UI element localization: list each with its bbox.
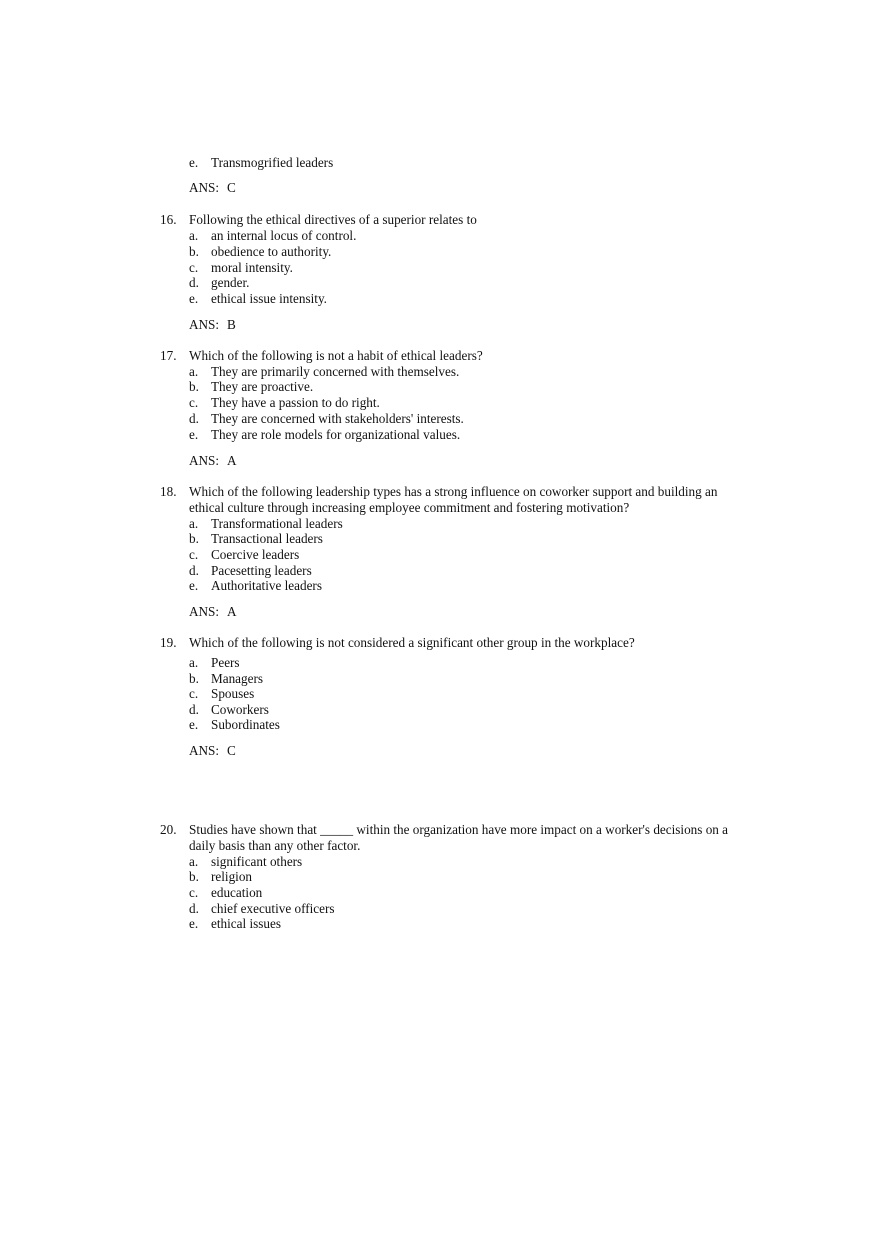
- option-text: moral intensity.: [211, 260, 293, 275]
- option-text: Pacesetting leaders: [211, 563, 312, 578]
- answer-value: B: [227, 317, 236, 332]
- option-letter: b.: [189, 244, 199, 259]
- option-letter: a.: [189, 854, 199, 869]
- option-letter: e.: [189, 291, 199, 306]
- answer-value: C: [227, 180, 236, 195]
- option-text: They are role models for organizational values.: [211, 427, 461, 442]
- option-text: They are proactive.: [211, 379, 314, 394]
- option-text: Transmogrified leaders: [211, 155, 334, 170]
- option-letter: a.: [189, 364, 199, 379]
- option-letter: c.: [189, 885, 199, 900]
- option-letter: d.: [189, 275, 199, 290]
- option-text: religion: [211, 869, 253, 884]
- option-letter: d.: [189, 563, 199, 578]
- option-text: Peers: [211, 655, 240, 670]
- question-number: 19.: [160, 635, 177, 650]
- answer-value: A: [227, 453, 237, 468]
- answer-label: ANS:: [189, 453, 220, 468]
- option-letter: b.: [189, 869, 199, 884]
- option-letter: a.: [189, 516, 199, 531]
- option-letter: c.: [189, 260, 199, 275]
- option-letter: c.: [189, 395, 199, 410]
- question-number: 17.: [160, 348, 177, 363]
- option-text: chief executive officers: [211, 901, 335, 916]
- option-text: obedience to authority.: [211, 244, 332, 259]
- question-number: 18.: [160, 484, 177, 499]
- answer-value: A: [227, 604, 237, 619]
- question-text: Which of the following leadership types has a strong influence on coworker support and building an: [189, 484, 718, 499]
- question-number: 16.: [160, 212, 177, 227]
- answer-label: ANS:: [189, 604, 220, 619]
- option-letter: a.: [189, 655, 199, 670]
- option-text: ethical issue intensity.: [211, 291, 327, 306]
- answer-value: C: [227, 743, 236, 758]
- option-letter: d.: [189, 411, 199, 426]
- question-number: 20.: [160, 822, 177, 837]
- answer-label: ANS:: [189, 317, 220, 332]
- option-text: They have a passion to do right.: [211, 395, 380, 410]
- option-text: Transformational leaders: [211, 516, 343, 531]
- option-text: ethical issues: [211, 916, 281, 931]
- option-text: Transactional leaders: [211, 531, 323, 546]
- option-letter: a.: [189, 228, 199, 243]
- option-text: Spouses: [211, 686, 255, 701]
- option-letter: b.: [189, 671, 199, 686]
- option-text: an internal locus of control.: [211, 228, 357, 243]
- answer-label: ANS:: [189, 743, 220, 758]
- option-text: significant others: [211, 854, 303, 869]
- option-letter: b.: [189, 379, 199, 394]
- option-letter: e.: [189, 427, 199, 442]
- option-text: Authoritative leaders: [211, 578, 322, 593]
- question-text: Which of the following is not considered a significant other group in the workplace?: [189, 635, 635, 650]
- option-text: gender.: [211, 275, 250, 290]
- option-letter: e.: [189, 155, 199, 170]
- question-text: Following the ethical directives of a superior relates to: [189, 212, 477, 227]
- question-text: ethical culture through increasing employee commitment and fostering motivation?: [189, 500, 630, 515]
- question-text: Which of the following is not a habit of ethical leaders?: [189, 348, 483, 363]
- option-letter: e.: [189, 916, 199, 931]
- option-letter: d.: [189, 702, 199, 717]
- question-text: daily basis than any other factor.: [189, 838, 361, 853]
- option-letter: c.: [189, 547, 199, 562]
- question-text: Studies have shown that _____ within the organization have more impact on a worker's decisions on a: [189, 822, 729, 837]
- option-text: education: [211, 885, 263, 900]
- option-letter: c.: [189, 686, 199, 701]
- option-text: Coworkers: [211, 702, 269, 717]
- option-text: Coercive leaders: [211, 547, 300, 562]
- option-letter: e.: [189, 578, 199, 593]
- option-letter: b.: [189, 531, 199, 546]
- option-text: Subordinates: [211, 717, 280, 732]
- option-letter: d.: [189, 901, 199, 916]
- option-text: Managers: [211, 671, 263, 686]
- answer-label: ANS:: [189, 180, 220, 195]
- option-text: They are primarily concerned with themselves.: [211, 364, 460, 379]
- option-letter: e.: [189, 717, 199, 732]
- option-text: They are concerned with stakeholders' interests.: [211, 411, 464, 426]
